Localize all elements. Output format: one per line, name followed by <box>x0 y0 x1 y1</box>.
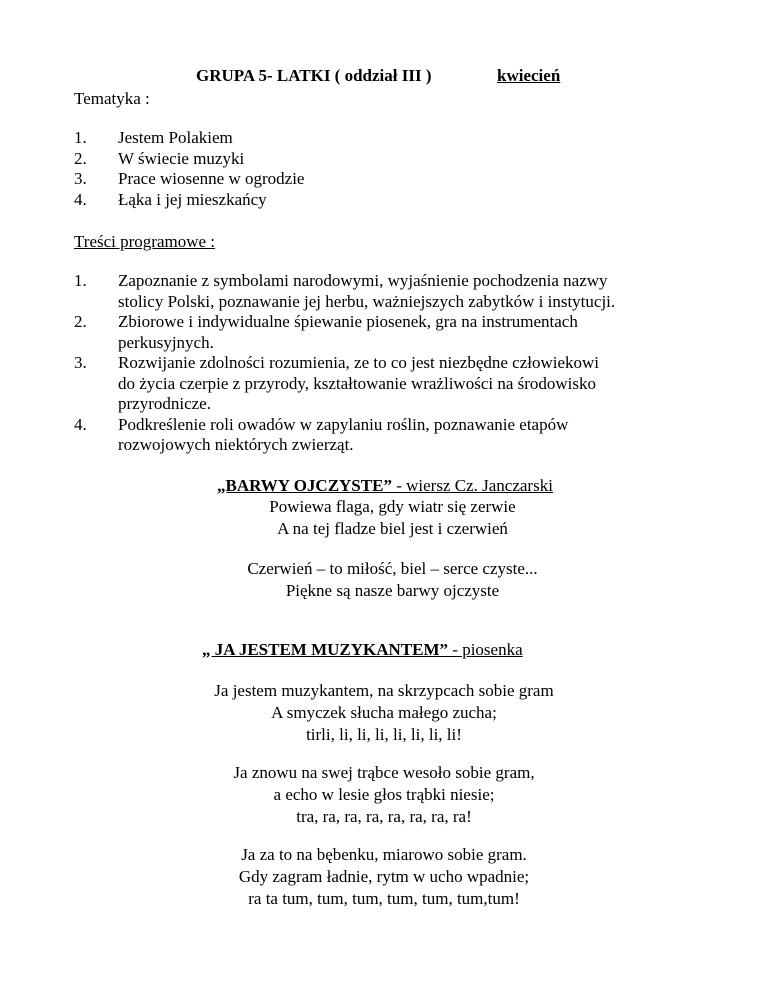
song-line: ra ta tum, tum, tum, tum, tum, tum,tum! <box>248 889 520 908</box>
list-item <box>74 271 714 312</box>
tresci-heading: Treści programowe : <box>74 232 216 251</box>
poem-line: Czerwień – to miłość, biel – serce czyste... <box>247 559 538 578</box>
tematyka-heading: Tematyka : <box>74 89 150 108</box>
list-item-line: Rozwijanie zdolności rozumienia, ze to co jest niezbędne człowiekowi <box>118 353 600 372</box>
list-item-line: Podkreślenie roli owadów w zapylaniu roślin, poznawanie etapów <box>118 414 569 434</box>
song-line: tra, ra, ra, ra, ra, ra, ra, ra! <box>296 807 472 826</box>
list-item <box>74 169 674 190</box>
list-item-number: 4. <box>74 414 87 434</box>
list-item-line: Zapoznanie z symbolami narodowymi, wyjaśnienie pochodzenia nazwy <box>118 271 608 290</box>
list-item-number: 2. <box>74 148 87 168</box>
list-item-line: perkusyjnych. <box>118 332 214 352</box>
poem-title: „BARWY OJCZYSTE” <box>217 476 392 495</box>
song-line: Ja znowu na swej trąbce wesoło sobie gram, <box>233 763 535 782</box>
list-item <box>74 312 714 353</box>
song-type: - piosenka <box>448 640 523 659</box>
list-item-text: Łąka i jej mieszkańcy <box>118 189 267 209</box>
list-item-text: Prace wiosenne w ogrodzie <box>118 169 305 188</box>
list-item-line: Zbiorowe i indywidualne śpiewanie piosenek, gra na instrumentach <box>118 312 578 331</box>
poem-heading <box>217 476 553 496</box>
document-title: GRUPA 5- LATKI ( oddział III ) <box>196 66 432 85</box>
list-item <box>74 415 714 456</box>
poem-line: Piękne są nasze barwy ojczyste <box>285 581 500 600</box>
tresci-list <box>74 271 714 456</box>
list-item <box>74 128 674 149</box>
list-item-number: 1. <box>74 271 87 290</box>
song-line: a echo w lesie głos trąbki niesie; <box>273 785 495 804</box>
list-item <box>74 353 714 415</box>
list-item-text: Jestem Polakiem <box>118 128 233 147</box>
song-heading <box>202 640 523 660</box>
song-stanza <box>134 762 634 828</box>
list-item-line: do życia czerpie z przyrody, kształtowanie wrażliwości na środowisko <box>118 373 597 393</box>
song-line: Ja za to na bębenku, miarowo sobie gram. <box>241 845 527 864</box>
list-item-line: stolicy Polski, poznawanie jej herbu, ważniejszych zabytków i instytucji. <box>118 291 616 311</box>
song-stanza <box>134 680 634 746</box>
list-item-number: 4. <box>74 189 87 209</box>
list-item-number: 2. <box>74 312 87 331</box>
list-item-number: 3. <box>74 169 87 188</box>
song-stanza <box>134 844 634 910</box>
tematyka-list <box>74 128 674 210</box>
poem-line: A na tej fladze biel jest i czerwień <box>277 519 508 538</box>
song-line: tirli, li, li, li, li, li, li, li! <box>306 725 462 744</box>
list-item-line: przyrodnicze. <box>118 394 211 413</box>
song-line: A smyczek słucha małego zucha; <box>271 703 497 722</box>
list-item-text: W świecie muzyki <box>118 148 245 168</box>
list-item-number: 3. <box>74 353 87 372</box>
poem-stanza <box>160 496 625 540</box>
list-item <box>74 149 674 170</box>
list-item-number: 1. <box>74 128 87 147</box>
month-label: kwiecień <box>497 66 561 85</box>
list-item <box>74 190 674 211</box>
poem-author: - wiersz Cz. Janczarski <box>391 476 553 495</box>
song-title: „ JA JESTEM MUZYKANTEM” <box>202 640 449 659</box>
poem-stanza <box>160 558 625 602</box>
song-line: Ja jestem muzykantem, na skrzypcach sobie gram <box>214 681 554 700</box>
song-line: Gdy zagram ładnie, rytm w ucho wpadnie; <box>238 867 530 886</box>
list-item-line: rozwojowych niektórych zwierząt. <box>118 435 354 454</box>
poem-line: Powiewa flaga, gdy wiatr się zerwie <box>269 497 516 516</box>
